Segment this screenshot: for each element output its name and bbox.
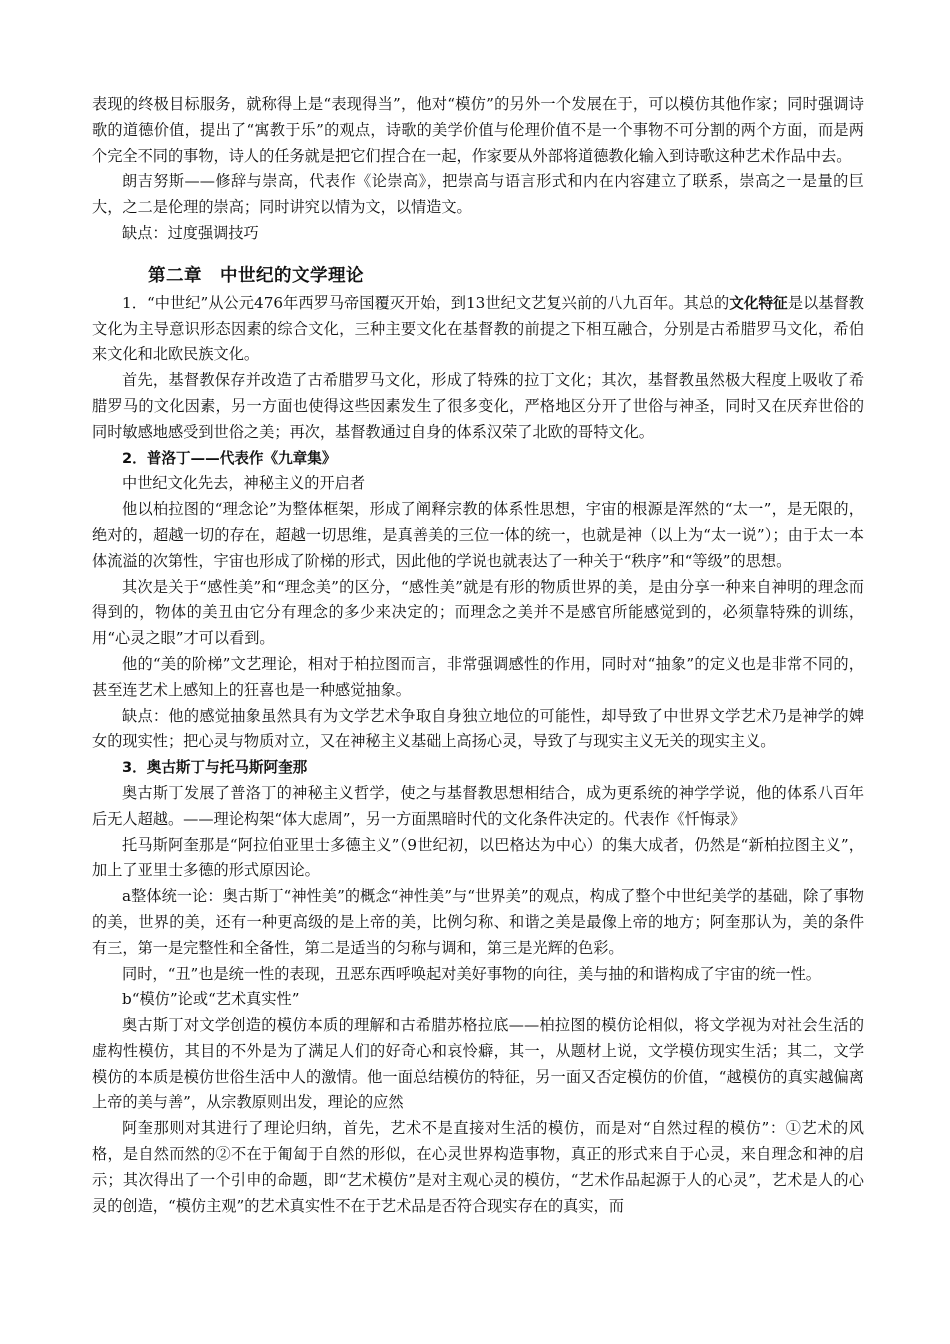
paragraph: 首先，基督教保存并改造了古希腊罗马文化，形成了特殊的拉丁文化；其次，基督教虽然极大程度上吸收了希腊罗马的文化因素，另一方面也使得这些因素发生了很多变化，严格地区分开了世俗与神圣，同时又在厌弃世俗的同时敏感地感受到世俗之美；再次，基督教通过自身的体系汉荣了北欧的哥特文化。	[92, 371, 864, 441]
document-page	[92, 92, 864, 1219]
paragraph: 其次是关于“感性美”和“理念美”的区分，“感性美”就是有形的物质世界的美，是由分享一种来自神明的理念而得到的，物体的美丑由它分有理念的多少来决定的；而理念之美并不是感官所能感觉到的，必须靠特殊的训练，用“心灵之眼”才可以看到。	[92, 577, 864, 648]
section1-prefix: 1．“中世纪”从公元476年西罗马帝国覆灭开始，到13世纪文艺复兴前的八九百年。其总的	[122, 293, 730, 312]
paragraph: a整体统一论：奥古斯丁“神性美”的概念“神性美”与“世界美”的观点，构成了整个中世纪美学的基础，除了事物的美，世界的美，还有一种更高级的是上帝的美，比例匀称、和谐之美是最像上帝的地方；阿奎那认为，美的条件有三，第一是完整性和全备性，第二是适当的匀称与调和，第三是光辉的色彩。	[92, 887, 864, 957]
paragraph: 阿奎那则对其进行了理论归纳，首先，艺术不是直接对生活的模仿，而是对“自然过程的模仿”：①艺术的风格，是自然而然的②不在于匍匐于自然的形似，在心灵世界构造事物，真正的形式来自于心灵，来自理念和神的启示；其次得出了一个引申的命题，即“艺术模仿”是对主观心灵的模仿，“艺术作品起源于人的心灵”，艺术是人的心灵的创造，“模仿主观”的艺术真实性不在于艺术品是否符合现实存在的真实，而	[92, 1119, 864, 1215]
paragraph: 缺点：过度强调技巧	[122, 223, 259, 242]
section1-bold-term: 文化特征	[729, 294, 788, 312]
paragraph: 托马斯阿奎那是“阿拉伯亚里士多德主义”（9世纪初，以巴格达为中心）的集大成者，仍然是“新柏拉图主义”，加上了亚里士多德的形式原因论。	[92, 835, 864, 880]
paragraph: 缺点：他的感觉抽象虽然具有为文学艺术争取自身独立地位的可能性，却导致了中世界文学艺术乃是神学的婢女的现实性；把心灵与物质对立，又在神秘主义基础上高扬心灵，导致了与现实主义无关的现实主义。	[92, 706, 864, 751]
section3-heading: 3．奥古斯丁与托马斯阿奎那	[122, 759, 308, 777]
paragraph: 朗吉努斯——修辞与崇高，代表作《论崇高》，把崇高与语言形式和内在内容建立了联系，崇高之一是量的巨大，之二是伦理的崇高；同时讲究以情为文，以情造文。	[92, 172, 864, 217]
paragraph: 中世纪文化先去，神秘主义的开启者	[122, 474, 365, 493]
paragraph: 他的“美的阶梯”文艺理论，相对于柏拉图而言，非常强调感性的作用，同时对“抽象”的定义也是非常不同的，甚至连艺术上感知上的狂喜也是一种感觉抽象。	[92, 654, 864, 699]
paragraph: 他以柏拉图的“理念论”为整体框架，形成了阐释宗教的体系性思想，宇宙的根源是浑然的“太一”，是无限的，绝对的，超越一切的存在，超越一切思维，是真善美的三位一体的统一，也就是神（以上为“太一说”）；由于太一本体流溢的次第性，宇宙也形成了阶梯的形式，因此他的学说也就表达了一种关于“秩序”和“等级”的思想。	[92, 500, 864, 570]
section1-paragraph	[92, 291, 864, 368]
paragraph: 同时，“丑”也是统一性的表现，丑恶东西呼唤起对美好事物的向往，美与抽的和谐构成了宇宙的统一性。	[122, 964, 821, 983]
paragraph: b“模仿”论或“艺术真实性”	[122, 990, 300, 1009]
paragraph: 表现的终极目标服务，就称得上是“表现得当”，他对“模仿”的另外一个发展在于，可以模仿其他作家；同时强调诗歌的道德价值，提出了“寓教于乐”的观点，诗歌的美学价值与伦理价值不是一个事物不可分割的两个方面，而是两个完全不同的事物，诗人的任务就是把它们捏合在一起，作家要从外部将道德教化输入到诗歌这种艺术作品中去。	[92, 95, 864, 165]
chapter-title: 第二章 中世纪的文学理论	[148, 265, 364, 286]
paragraph: 奥古斯丁发展了普洛丁的神秘主义哲学，使之与基督教思想相结合，成为更系统的神学学说，他的体系八百年后无人超越。——理论构架“体大虑周”，另一方面黑暗时代的文化条件决定的。代表作《忏悔录》	[92, 783, 864, 828]
paragraph: 奥古斯丁对文学创造的模仿本质的理解和古希腊苏格拉底——柏拉图的模仿论相似，将文学视为对社会生活的虚构性模仿，其目的不外是为了满足人们的好奇心和哀怜癖，其一，从题材上说，文学模仿现实生活；其二，文学模仿的本质是模仿世俗生活中人的激情。他一面总结模仿的特征，另一面又否定模仿的价值，“越模仿的真实越偏离上帝的美与善”，从宗教原则出发，理论的应然	[92, 1016, 864, 1112]
section2-heading: 2．普洛丁——代表作《九章集》	[122, 449, 337, 467]
section1-suffix: 是以基督教文化为主导意识形态因素的综合文化，三种主要文化在基督教的前提之下相互融合，分别是古希腊罗马文化，希伯来文化和北欧民族文化。	[92, 293, 864, 364]
